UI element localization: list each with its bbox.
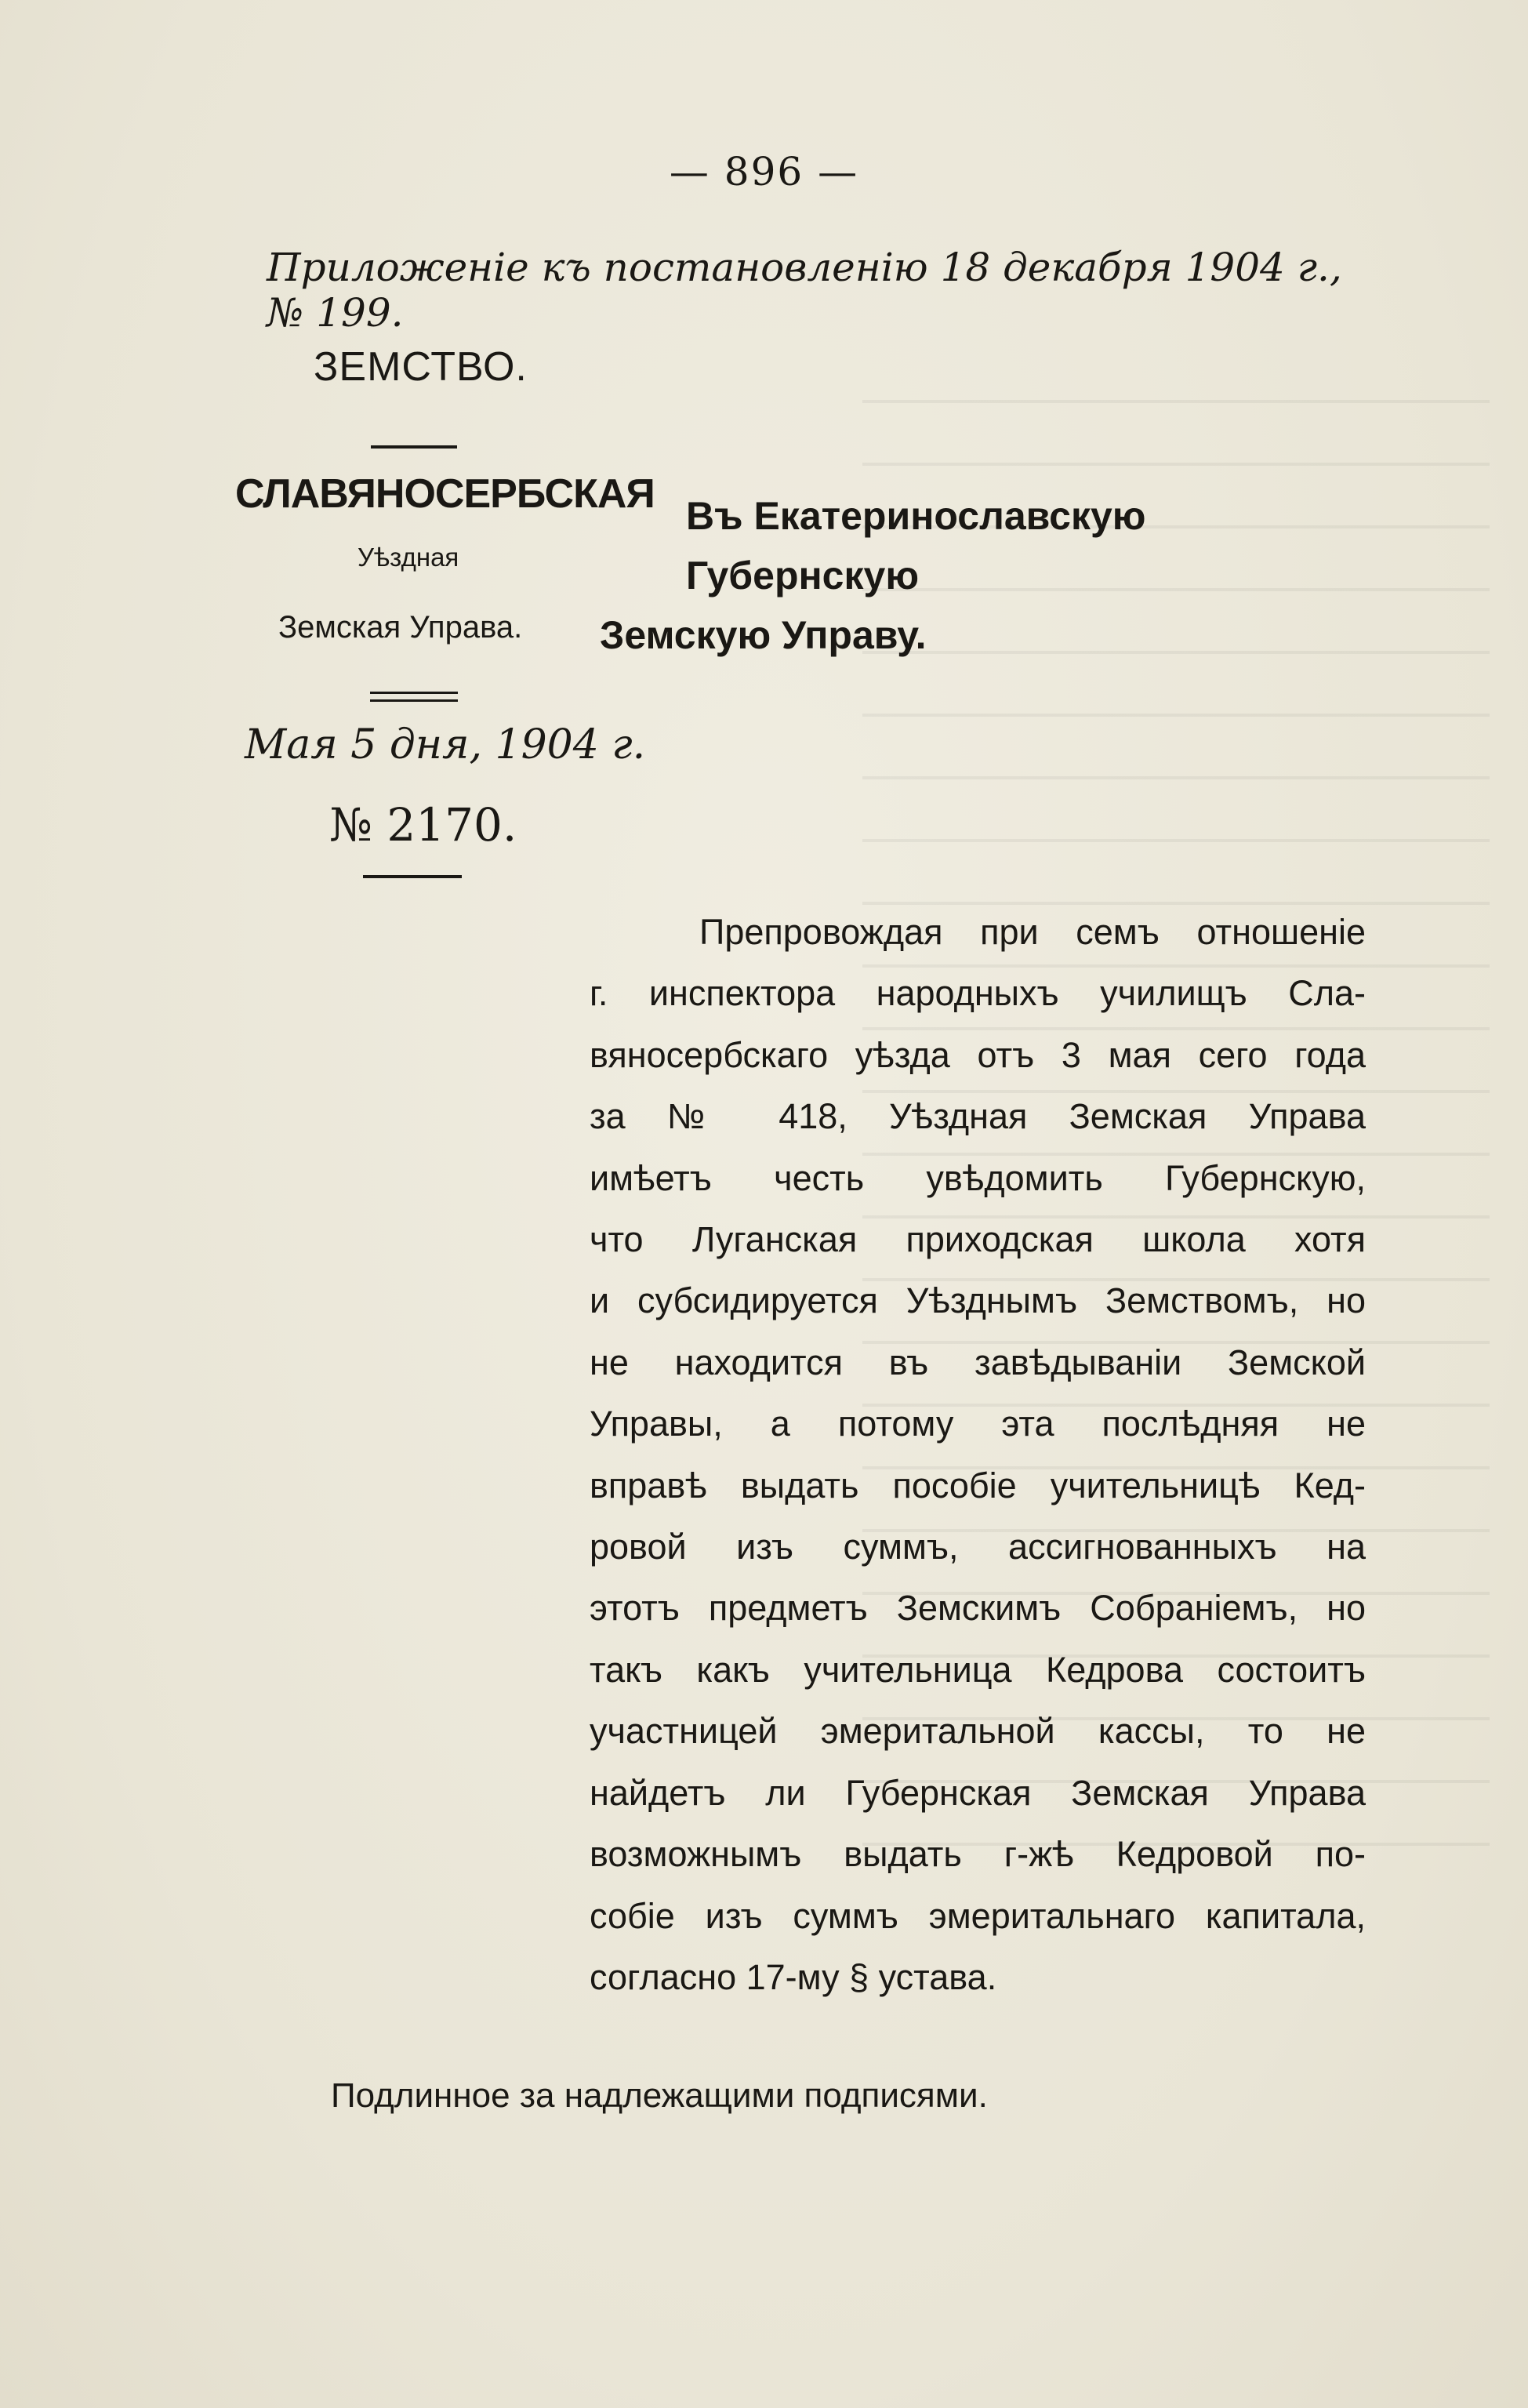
- addressee: [600, 486, 1368, 665]
- double-rule-top: [370, 692, 458, 694]
- district-type: Уѣздная: [358, 543, 459, 572]
- body-line: не находится въ завѣдываніи Земской: [590, 1342, 1366, 1382]
- divider-rule-bottom: [363, 875, 462, 878]
- body-line: что Луганская приходская школа хотя: [590, 1219, 1366, 1260]
- body-line: найдетъ ли Губернская Земская Управа: [590, 1772, 1366, 1813]
- double-rule-bottom: [370, 699, 458, 702]
- letter-number: № 2170.: [329, 798, 517, 852]
- appendix-reference: Приложенiе къ постановленiю 18 декабря 1904 г., № 199.: [267, 245, 1342, 336]
- letter-body: [590, 902, 1366, 2008]
- body-line: вправѣ выдать пособіе учительницѣ Кед-: [590, 1465, 1366, 1505]
- body-line: Препровождая при семъ отношенiе: [699, 912, 1366, 952]
- closing-note: Подлинное за надлежащими подписями.: [331, 2076, 988, 2115]
- body-line: этотъ предметъ Земскимъ Собраніемъ, но: [590, 1588, 1366, 1629]
- district-name: СЛАВЯНОСЕРБСКАЯ: [235, 471, 655, 517]
- letter-date: Мая 5 дня, 1904 г.: [245, 721, 646, 768]
- page-number: — 896 —: [669, 149, 859, 194]
- body-line: собіе изъ суммъ эмеритальнаго капитала,: [590, 1895, 1366, 1936]
- body-line: вяносербскаго уѣзда отъ 3 мая сего года: [590, 1034, 1366, 1075]
- body-line: такъ какъ учительница Кедрова состоитъ: [590, 1649, 1366, 1690]
- body-line: и субсидируется Уѣзднымъ Земствомъ, но: [590, 1280, 1366, 1321]
- body-line: Управы, а потому эта послѣдняя не: [590, 1404, 1366, 1444]
- issuing-authority: Земская Управа.: [278, 610, 523, 645]
- body-line: согласно 17-му § устава.: [590, 1956, 997, 1997]
- body-line: ровой изъ суммъ, ассигнованныхъ на: [590, 1527, 1366, 1567]
- body-line: за № 418, Уѣздная Земская Управа: [590, 1096, 1366, 1137]
- addressee-line: Въ Екатеринославскую Губернскую: [686, 494, 1146, 597]
- body-line: возможнымъ выдать г-жѣ Кедровой по-: [590, 1834, 1366, 1875]
- body-line: г. инспектора народныхъ училищъ Сла-: [590, 973, 1366, 1014]
- body-line: имѣетъ честь увѣдомить Губернскую,: [590, 1157, 1366, 1198]
- addressee-line: Земскую Управу.: [600, 613, 927, 657]
- body-line: участницей эмеритальной кассы, то не: [590, 1711, 1366, 1752]
- divider-rule: [371, 445, 457, 449]
- zemstvo-heading: ЗЕМСТВО.: [314, 344, 528, 390]
